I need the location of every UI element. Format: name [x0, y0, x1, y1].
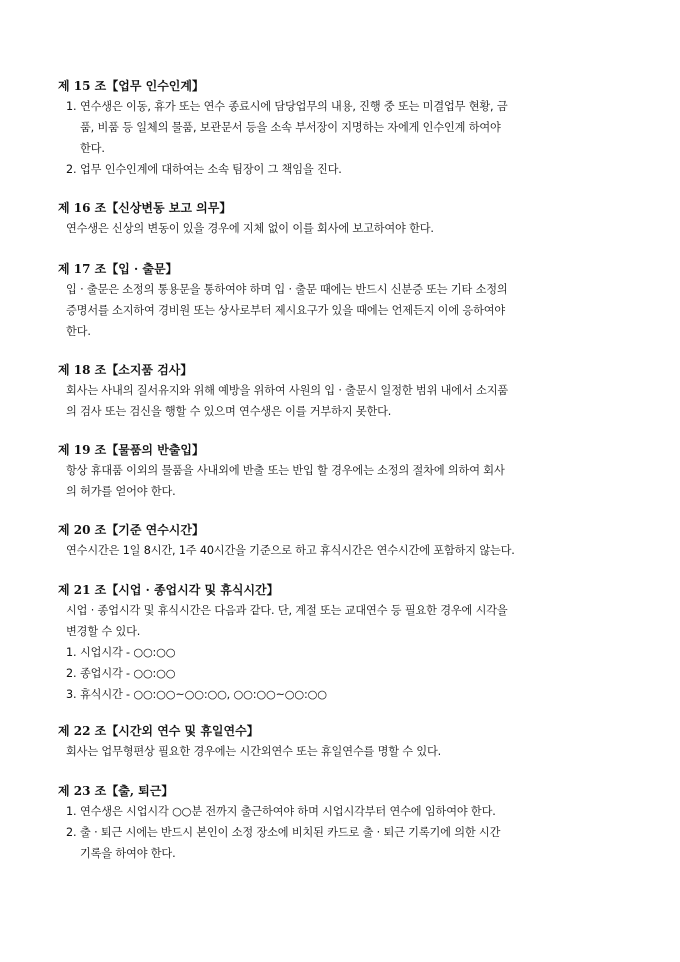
article-23 — [58, 781, 633, 864]
article-22 — [58, 721, 633, 762]
item-number: 1. — [66, 646, 77, 659]
item-number: 1. — [66, 100, 77, 113]
article-title: 제 21 조【시업 · 종업시각 및 휴식시간】 — [58, 583, 279, 597]
numbered-item — [58, 684, 633, 705]
item-number: 2. — [66, 826, 77, 839]
article-title: 제 16 조【신상변동 보고 의무】 — [58, 201, 232, 215]
item-number: 1. — [66, 805, 77, 818]
item-text-line: 시업시각 - ○○:○○ — [80, 646, 176, 659]
body-line: 연수시간은 1일 8시간, 1주 40시간을 기준으로 하고 휴식시간은 연수시간에 포함하지 않는다. — [66, 544, 515, 557]
body-line: 시업 · 종업시각 및 휴식시간은 다음과 같다. 단, 계절 또는 교대연수 등 필요한 경우에 시각을 — [66, 604, 508, 617]
body-line: 의 허가를 얻어야 한다. — [66, 485, 176, 498]
body-line: 회사는 사내의 질서유지와 위해 예방을 위하여 사원의 입 · 출문시 일정한 범위 내에서 소지품 — [66, 384, 509, 397]
body-line: 한다. — [66, 325, 91, 338]
item-number: 3. — [66, 688, 77, 701]
numbered-item — [58, 801, 633, 822]
body-line: 변경할 수 있다. — [66, 625, 141, 638]
body-line: 항상 휴대품 이외의 물품을 사내외에 반출 또는 반입 할 경우에는 소정의 절차에 의하여 회사 — [66, 464, 505, 477]
numbered-item — [58, 663, 633, 684]
item-text-line: 종업시각 - ○○:○○ — [80, 667, 176, 680]
body-line: 입 · 출문은 소정의 통용문을 통하여야 하며 입 · 출문 때에는 반드시 신분증 또는 기타 소정의 — [66, 283, 508, 296]
article-title: 제 23 조【출, 퇴근】 — [58, 784, 174, 798]
body-line: 의 검사 또는 검신을 행할 수 있으며 연수생은 이를 거부하지 못한다. — [66, 405, 392, 418]
article-17 — [58, 259, 633, 342]
article-18 — [58, 360, 633, 422]
item-number: 2. — [66, 163, 77, 176]
article-16 — [58, 198, 633, 239]
numbered-item — [58, 822, 633, 864]
article-15 — [58, 76, 633, 180]
item-text-line: 연수생은 시업시각 ○○분 전까지 출근하여야 하며 시업시각부터 연수에 임하여야 한다. — [80, 805, 496, 818]
item-number: 2. — [66, 667, 77, 680]
article-title: 제 18 조【소지품 검사】 — [58, 363, 193, 377]
item-text-line: 한다. — [80, 142, 105, 155]
item-text-line: 출 · 퇴근 시에는 반드시 본인이 소정 장소에 비치된 카드로 출 · 퇴근 기록기에 의한 시간 — [80, 826, 501, 839]
article-title: 제 15 조【업무 인수인계】 — [58, 79, 204, 93]
article-20 — [58, 520, 633, 561]
article-title: 제 19 조【물품의 반출입】 — [58, 443, 204, 457]
numbered-item — [58, 159, 633, 180]
numbered-item — [58, 642, 633, 663]
article-title: 제 22 조【시간외 연수 및 휴일연수】 — [58, 724, 259, 738]
item-text-line: 연수생은 이동, 휴가 또는 연수 종료시에 담당업무의 내용, 진행 중 또는 미결업무 현황, 금 — [80, 100, 508, 113]
item-text-line: 업무 인수인계에 대하여는 소속 팀장이 그 책임을 진다. — [80, 163, 342, 176]
body-line: 증명서를 소지하여 경비원 또는 상사로부터 제시요구가 있을 때에는 언제든지 이에 응하여야 — [66, 304, 506, 317]
article-title: 제 17 조【입 · 출문】 — [58, 262, 178, 276]
item-text-line: 휴식시간 - ○○:○○~○○:○○, ○○:○○~○○:○○ — [80, 688, 327, 701]
article-19 — [58, 440, 633, 502]
article-title: 제 20 조【기준 연수시간】 — [58, 523, 204, 537]
body-line: 회사는 업무형편상 필요한 경우에는 시간외연수 또는 휴일연수를 명할 수 있다. — [66, 745, 442, 758]
item-text-line: 기록을 하여야 한다. — [80, 847, 176, 860]
article-21 — [58, 580, 633, 705]
body-line: 연수생은 신상의 변동이 있을 경우에 지체 없이 이를 회사에 보고하여야 한다. — [66, 222, 434, 235]
numbered-item — [58, 96, 633, 159]
item-text-line: 품, 비품 등 일체의 물품, 보관문서 등을 소속 부서장이 지명하는 자에게 인수인계 하여야 — [80, 121, 501, 134]
